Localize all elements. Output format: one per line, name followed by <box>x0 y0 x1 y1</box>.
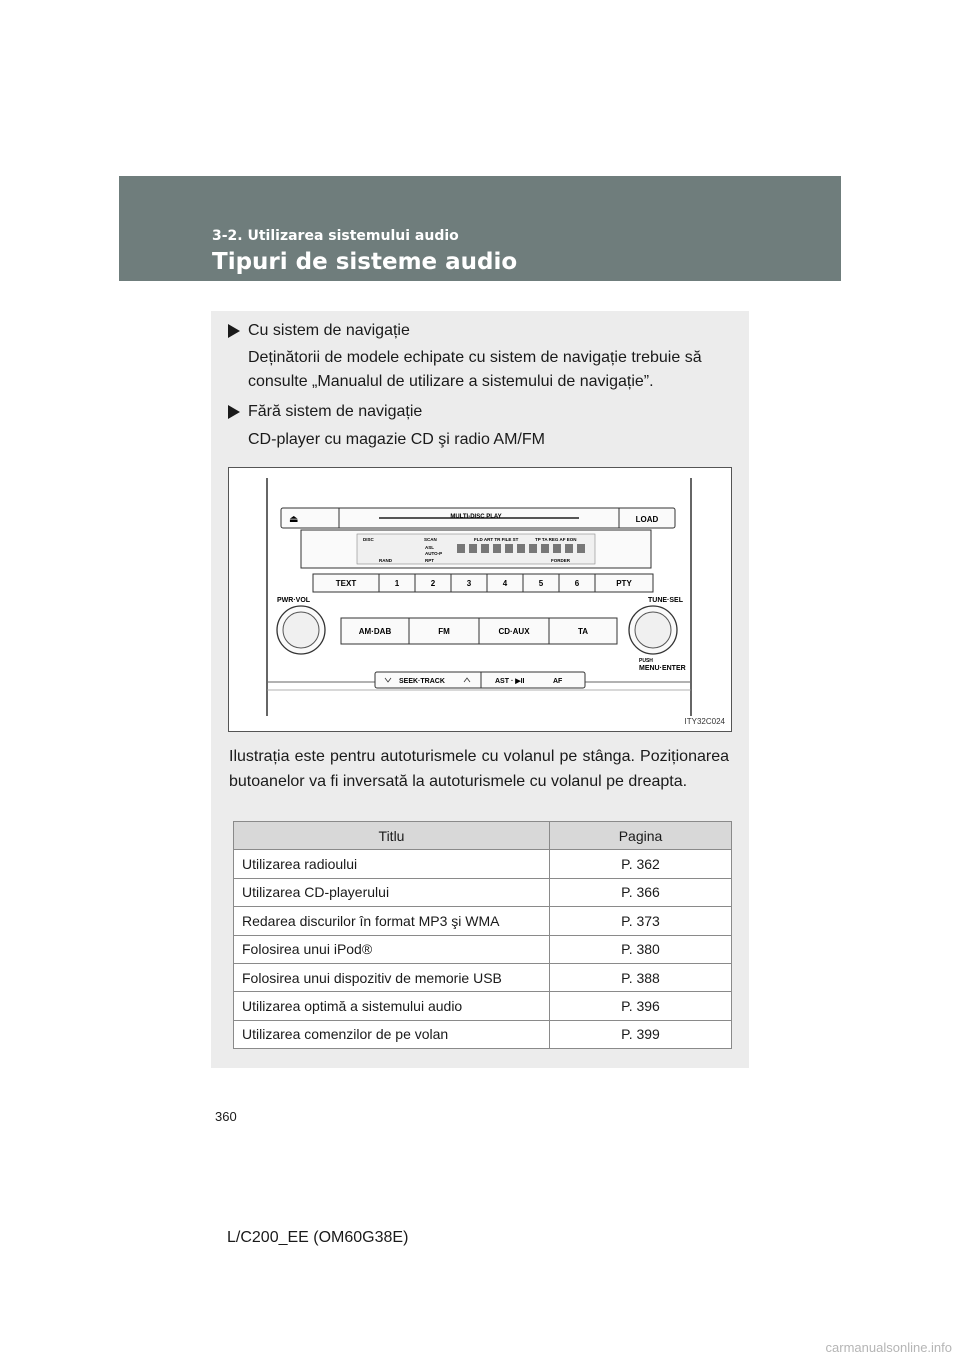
am-dab-button: AM·DAB <box>358 627 392 636</box>
table-cell-page: P. 362 <box>550 850 732 878</box>
illustration-code: ITY32C024 <box>684 717 725 726</box>
tune-sel-knob <box>629 606 677 654</box>
fm-button: FM <box>438 627 450 636</box>
ast-play-button: AST · ▶II <box>495 678 525 685</box>
table-row <box>234 963 732 991</box>
text-button: TEXT <box>335 579 357 588</box>
table-cell-title: Utilizarea radioului <box>234 850 550 878</box>
multi-disc-label: MULTI-DISC PLAY <box>450 514 502 520</box>
table-cell-page: P. 380 <box>550 935 732 963</box>
table-row <box>234 1020 732 1048</box>
page-title: Tipuri de sisteme audio <box>212 249 518 275</box>
tune-sel-label: TUNE·SEL <box>648 597 683 604</box>
bullet-text: Deținătorii de modele echipate cu sistem de navigație trebuie să consulte „Manualul de utilizare a sistemului de navigație”. <box>248 349 702 390</box>
table-cell-title: Redarea discurilor în format MP3 şi WMA <box>234 907 550 935</box>
ta-button: TA <box>577 627 589 636</box>
push-label: PUSH <box>639 658 653 664</box>
menu-enter-label: MENU·ENTER <box>639 665 686 672</box>
display-tp-ta-label: TP TA REG AF EON <box>535 537 577 542</box>
preset-5-button: 5 <box>538 579 544 588</box>
table-cell-page: P. 388 <box>550 963 732 991</box>
table-row <box>234 878 732 906</box>
display-rpt-label: RPT <box>425 558 434 563</box>
watermark: carmanualsonline.info <box>825 1340 952 1355</box>
table-cell-title: Utilizarea comenzilor de pe volan <box>234 1020 550 1048</box>
triangle-bullet-icon <box>228 324 240 338</box>
section-label: 3-2. Utilizarea sistemului audio <box>212 228 459 244</box>
bullet-without-navigation <box>228 400 422 424</box>
column-header-title: Titlu <box>234 822 550 850</box>
table-row <box>234 907 732 935</box>
table-header-row <box>234 822 732 850</box>
display-flags-label: FLD ART TR FILE ST <box>474 537 519 542</box>
preset-1-button: 1 <box>394 579 400 588</box>
audio-unit-drawing <box>229 468 731 731</box>
table-cell-page: P. 399 <box>550 1020 732 1048</box>
page-number: 360 <box>215 1109 237 1124</box>
pwr-vol-knob <box>277 606 325 654</box>
header-band <box>119 176 841 281</box>
display-folder-label: FORDER <box>551 558 570 563</box>
table-cell-title: Folosirea unui dispozitiv de memorie USB <box>234 963 550 991</box>
pwr-vol-label: PWR·VOL <box>277 597 311 604</box>
content-panel <box>211 311 749 1068</box>
bullet-title: Fără sistem de navigație <box>248 403 423 420</box>
display-scan-label: SCAN <box>424 537 437 542</box>
contents-table <box>233 821 732 1049</box>
table-row <box>234 935 732 963</box>
bullet-title: Cu sistem de navigație <box>248 322 410 339</box>
load-button: LOAD <box>635 515 659 524</box>
table-cell-title: Utilizarea CD-playerului <box>234 878 550 906</box>
bullet-with-navigation <box>228 319 410 343</box>
preset-6-button: 6 <box>574 579 580 588</box>
triangle-bullet-icon <box>228 405 240 419</box>
manual-code: L/C200_EE (OM60G38E) <box>227 1229 409 1246</box>
display-disc-label: DISC <box>363 537 374 542</box>
table-row <box>234 850 732 878</box>
cd-aux-button: CD·AUX <box>498 627 530 636</box>
display-auto-p-label: AUTO-P <box>425 551 443 556</box>
table-cell-page: P. 396 <box>550 992 732 1020</box>
seek-track-button: SEEK·TRACK <box>399 678 445 685</box>
preset-4-button: 4 <box>502 579 508 588</box>
display-rand-label: RAND <box>379 558 392 563</box>
pty-button: PTY <box>616 579 632 588</box>
audio-unit-illustration <box>228 467 732 732</box>
bullet-text: CD-player cu magazie CD şi radio AM/FM <box>248 431 545 448</box>
table-cell-page: P. 366 <box>550 878 732 906</box>
table-cell-title: Folosirea unui iPod® <box>234 935 550 963</box>
af-button: AF <box>553 678 563 685</box>
display-segments <box>457 544 585 553</box>
eject-icon: ⏏ <box>289 514 299 525</box>
table-row <box>234 992 732 1020</box>
column-header-page: Pagina <box>550 822 732 850</box>
table-cell-title: Utilizarea optimă a sistemului audio <box>234 992 550 1020</box>
preset-2-button: 2 <box>430 579 436 588</box>
display-asl-label: ASL <box>425 545 434 550</box>
illustration-caption: Ilustrația este pentru autoturismele cu volanul pe stânga. Poziționarea butoanelor va fi inversată la autoturismele cu volanul pe dreapta. <box>229 748 729 790</box>
preset-3-button: 3 <box>466 579 472 588</box>
table-cell-page: P. 373 <box>550 907 732 935</box>
